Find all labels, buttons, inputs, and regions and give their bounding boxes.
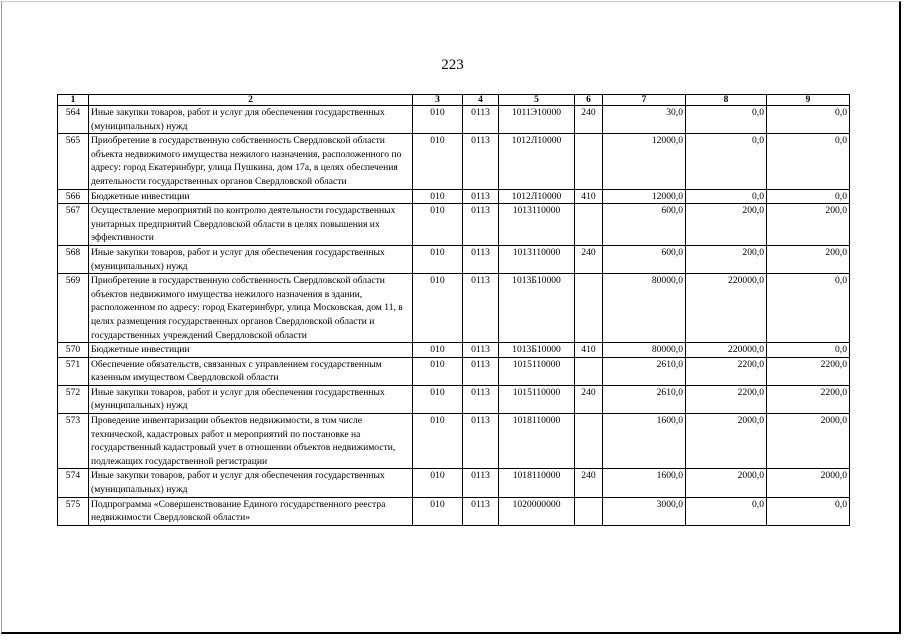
section-code-cell: 0113 xyxy=(463,106,499,134)
section-code-cell: 0113 xyxy=(463,469,499,497)
expense-type-cell: 240 xyxy=(575,385,603,413)
row-name-cell: Подпрограмма «Совершенствование Единого государственного реестра недвижимости Свердловской области» xyxy=(89,497,413,525)
row-number-cell: 568 xyxy=(58,245,89,273)
amount-col9-cell: 0,0 xyxy=(767,497,850,525)
ministry-code-cell: 010 xyxy=(413,414,463,469)
page-number: 223 xyxy=(441,57,464,73)
row-number-cell: 573 xyxy=(58,414,89,469)
column-header: 8 xyxy=(686,95,767,106)
table-row xyxy=(58,385,850,413)
column-header: 7 xyxy=(603,95,686,106)
row-name-cell: Иные закупки товаров, работ и услуг для обеспечения государственных (муниципальных) нужд xyxy=(89,245,413,273)
target-code-cell: 1020000000 xyxy=(499,497,575,525)
target-code-cell: 1013Б10000 xyxy=(499,274,575,343)
section-code-cell: 0113 xyxy=(463,189,499,204)
target-code-cell: 1012Л10000 xyxy=(499,134,575,189)
amount-col9-cell: 200,0 xyxy=(767,204,850,246)
section-code-cell: 0113 xyxy=(463,245,499,273)
ministry-code-cell: 010 xyxy=(413,469,463,497)
table-row xyxy=(58,469,850,497)
section-code-cell: 0113 xyxy=(463,343,499,358)
row-name-cell: Приобретение в государственную собственность Свердловской области объекта недвижимого имущества нежилого назначения, расположенного по адресу: город Екатеринбург, улица Пушкина, дом 17а, в целях обеспечения деятельности государственных органов Свердловской области xyxy=(89,134,413,189)
column-header: 2 xyxy=(89,95,413,106)
target-code-cell: 1018110000 xyxy=(499,469,575,497)
column-header: 6 xyxy=(575,95,603,106)
table-row xyxy=(58,414,850,469)
amount-col7-cell: 1600,0 xyxy=(603,469,686,497)
amount-col7-cell: 600,0 xyxy=(603,204,686,246)
ministry-code-cell: 010 xyxy=(413,357,463,385)
row-number-cell: 575 xyxy=(58,497,89,525)
amount-col7-cell: 2610,0 xyxy=(603,357,686,385)
amount-col8-cell: 0,0 xyxy=(686,189,767,204)
amount-col8-cell: 2000,0 xyxy=(686,414,767,469)
amount-col8-cell: 0,0 xyxy=(686,106,767,134)
row-number-cell: 571 xyxy=(58,357,89,385)
ministry-code-cell: 010 xyxy=(413,497,463,525)
amount-col8-cell: 0,0 xyxy=(686,497,767,525)
ministry-code-cell: 010 xyxy=(413,245,463,273)
row-number-cell: 564 xyxy=(58,106,89,134)
row-name-cell: Иные закупки товаров, работ и услуг для обеспечения государственных (муниципальных) нужд xyxy=(89,385,413,413)
expense-type-cell: 410 xyxy=(575,189,603,204)
column-header: 9 xyxy=(767,95,850,106)
expense-type-cell xyxy=(575,357,603,385)
target-code-cell: 1013110000 xyxy=(499,245,575,273)
row-number-cell: 567 xyxy=(58,204,89,246)
ministry-code-cell: 010 xyxy=(413,189,463,204)
table-row xyxy=(58,357,850,385)
section-code-cell: 0113 xyxy=(463,497,499,525)
row-name-cell: Приобретение в государственную собственность Свердловской области объектов недвижимого имущества нежилого назначения в здании, расположенном по адресу: город Екатеринбург, улица Московская, дом 11, в целях размещения государственных органов Свердловской области и государственных учреждений Свердловской области xyxy=(89,274,413,343)
amount-col7-cell: 80000,0 xyxy=(603,274,686,343)
section-code-cell: 0113 xyxy=(463,274,499,343)
amount-col8-cell: 0,0 xyxy=(686,134,767,189)
row-name-cell: Проведение инвентаризации объектов недвижимости, в том числе технической, кадастровых работ и мероприятий по постановке на государственный кадастровый учет в отношении объектов недвижимости, подлежащих государственной регистрации xyxy=(89,414,413,469)
amount-col8-cell: 220000,0 xyxy=(686,274,767,343)
amount-col9-cell: 2000,0 xyxy=(767,469,850,497)
table-row xyxy=(58,497,850,525)
table-row xyxy=(58,204,850,246)
row-name-cell: Осуществление мероприятий по контролю деятельности государственных унитарных предприятий Свердловской области в целях повышения их эффективности xyxy=(89,204,413,246)
target-code-cell: 1018110000 xyxy=(499,414,575,469)
amount-col8-cell: 220000,0 xyxy=(686,343,767,358)
amount-col8-cell: 2200,0 xyxy=(686,357,767,385)
target-code-cell: 1015110000 xyxy=(499,385,575,413)
table-row xyxy=(58,274,850,343)
ministry-code-cell: 010 xyxy=(413,204,463,246)
row-name-cell: Бюджетные инвестиции xyxy=(89,343,413,358)
column-header: 3 xyxy=(413,95,463,106)
amount-col7-cell: 600,0 xyxy=(603,245,686,273)
ministry-code-cell: 010 xyxy=(413,385,463,413)
amount-col7-cell: 30,0 xyxy=(603,106,686,134)
amount-col9-cell: 2000,0 xyxy=(767,414,850,469)
table-row xyxy=(58,134,850,189)
target-code-cell: 1012Л10000 xyxy=(499,189,575,204)
expense-type-cell: 240 xyxy=(575,106,603,134)
amount-col7-cell: 2610,0 xyxy=(603,385,686,413)
expense-type-cell: 240 xyxy=(575,245,603,273)
section-code-cell: 0113 xyxy=(463,385,499,413)
expense-type-cell: 240 xyxy=(575,469,603,497)
amount-col7-cell: 1600,0 xyxy=(603,414,686,469)
ministry-code-cell: 010 xyxy=(413,106,463,134)
table-body xyxy=(58,106,850,526)
amount-col9-cell: 0,0 xyxy=(767,134,850,189)
amount-col7-cell: 80000,0 xyxy=(603,343,686,358)
amount-col7-cell: 3000,0 xyxy=(603,497,686,525)
amount-col9-cell: 200,0 xyxy=(767,245,850,273)
budget-table xyxy=(57,94,850,526)
row-number-cell: 570 xyxy=(58,343,89,358)
row-name-cell: Иные закупки товаров, работ и услуг для обеспечения государственных (муниципальных) нужд xyxy=(89,106,413,134)
amount-col7-cell: 12000,0 xyxy=(603,134,686,189)
amount-col8-cell: 200,0 xyxy=(686,245,767,273)
section-code-cell: 0113 xyxy=(463,204,499,246)
expense-type-cell xyxy=(575,497,603,525)
amount-col7-cell: 12000,0 xyxy=(603,189,686,204)
amount-col9-cell: 0,0 xyxy=(767,343,850,358)
expense-type-cell xyxy=(575,204,603,246)
row-name-cell: Бюджетные инвестиции xyxy=(89,189,413,204)
row-number-cell: 569 xyxy=(58,274,89,343)
section-code-cell: 0113 xyxy=(463,357,499,385)
row-number-cell: 572 xyxy=(58,385,89,413)
table-row xyxy=(58,106,850,134)
table-row xyxy=(58,245,850,273)
ministry-code-cell: 010 xyxy=(413,274,463,343)
column-header: 5 xyxy=(499,95,575,106)
expense-type-cell xyxy=(575,134,603,189)
section-code-cell: 0113 xyxy=(463,134,499,189)
header-row xyxy=(58,95,850,106)
target-code-cell: 1011Э10000 xyxy=(499,106,575,134)
amount-col8-cell: 2200,0 xyxy=(686,385,767,413)
amount-col9-cell: 2200,0 xyxy=(767,385,850,413)
row-name-cell: Обеспечение обязательств, связанных с управлением государственным казенным имуществом Свердловской области xyxy=(89,357,413,385)
column-header: 4 xyxy=(463,95,499,106)
target-code-cell: 1013110000 xyxy=(499,204,575,246)
target-code-cell: 1015110000 xyxy=(499,357,575,385)
row-number-cell: 566 xyxy=(58,189,89,204)
ministry-code-cell: 010 xyxy=(413,134,463,189)
amount-col8-cell: 200,0 xyxy=(686,204,767,246)
amount-col8-cell: 2000,0 xyxy=(686,469,767,497)
amount-col9-cell: 0,0 xyxy=(767,106,850,134)
expense-type-cell: 410 xyxy=(575,343,603,358)
amount-col9-cell: 2200,0 xyxy=(767,357,850,385)
ministry-code-cell: 010 xyxy=(413,343,463,358)
table-row xyxy=(58,189,850,204)
row-number-cell: 565 xyxy=(58,134,89,189)
expense-type-cell xyxy=(575,274,603,343)
column-header: 1 xyxy=(58,95,89,106)
row-name-cell: Иные закупки товаров, работ и услуг для обеспечения государственных (муниципальных) нужд xyxy=(89,469,413,497)
target-code-cell: 1013Б10000 xyxy=(499,343,575,358)
amount-col9-cell: 0,0 xyxy=(767,189,850,204)
section-code-cell: 0113 xyxy=(463,414,499,469)
amount-col9-cell: 0,0 xyxy=(767,274,850,343)
expense-type-cell xyxy=(575,414,603,469)
table-row xyxy=(58,343,850,358)
row-number-cell: 574 xyxy=(58,469,89,497)
